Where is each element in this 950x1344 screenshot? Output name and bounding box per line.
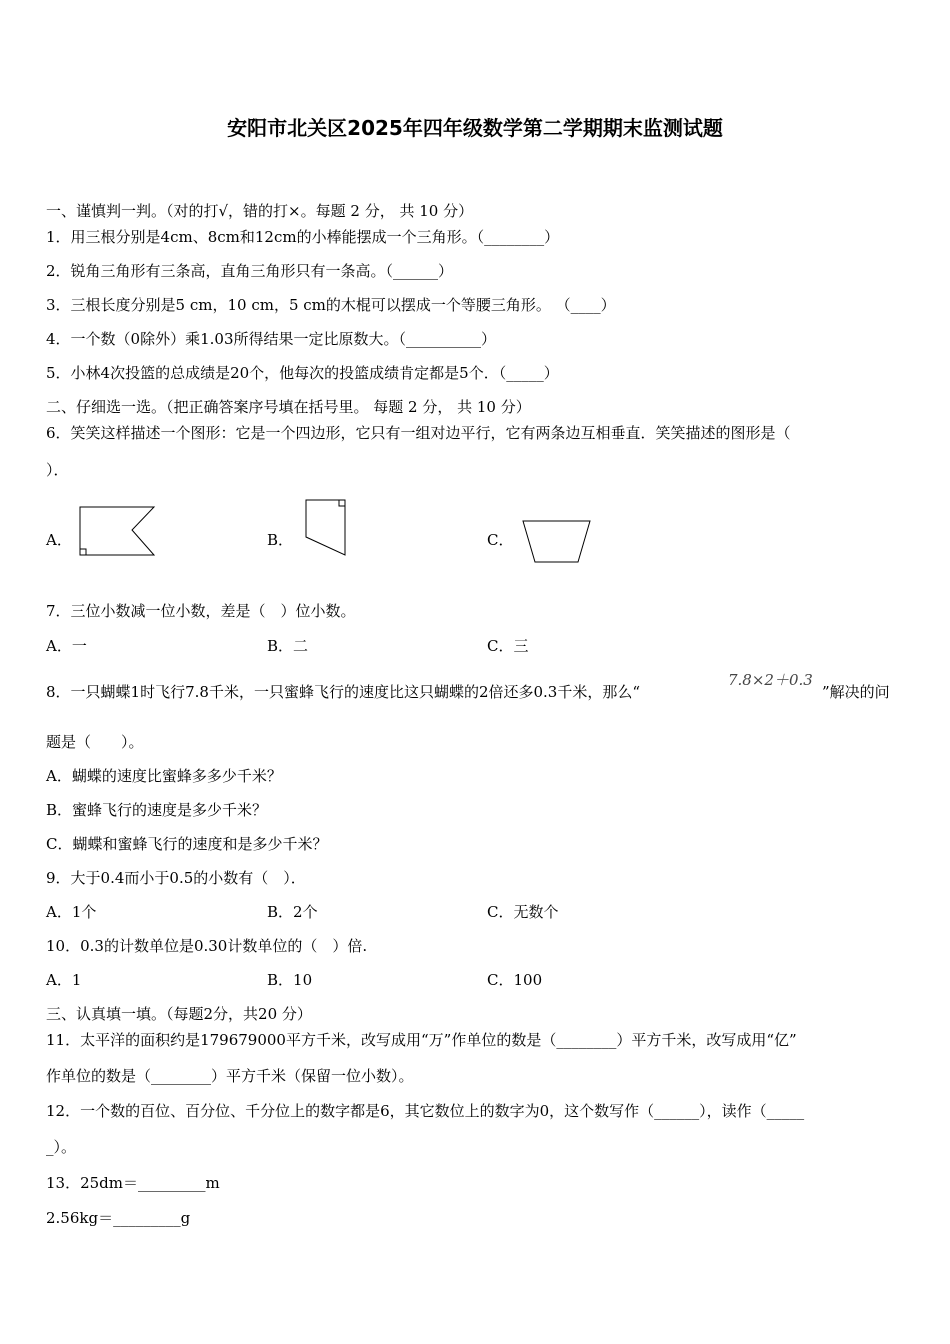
question-9: 9．大于0.4而小于0.5的小数有（ ）． [46, 869, 306, 887]
q7-option-a: A．一 [46, 637, 87, 655]
question-12-line1: 12．一个数的百位、百分位、千分位上的数字都是6，其它数位上的数字为0，这个数写作（______），读作（_____ [46, 1102, 805, 1120]
question-6-line2: ）． [46, 461, 69, 479]
q9-option-c: C．无数个 [487, 903, 559, 921]
q6-option-a-label: A． [46, 531, 72, 549]
q6-figure-a [76, 504, 158, 558]
q8-expression: 7.8×2＋0.3 [728, 671, 813, 689]
question-11-line2: 作单位的数是（________）平方千米（保留一位小数）。 [46, 1067, 414, 1085]
q7-option-c: C．三 [487, 637, 529, 655]
q6-figure-c [520, 518, 594, 566]
q10-option-b: B．10 [267, 971, 313, 989]
question-3: 3．三根长度分别是5 cm，10 cm，5 cm的木棍可以摆成一个等腰三角形。 （____） [46, 296, 616, 314]
question-8-line1-end: ”解决的问 [822, 683, 890, 701]
q8-option-c: C．蝴蝶和蜜蜂飞行的速度和是多少千米？ [46, 835, 328, 853]
q10-option-a: A．1 [46, 971, 82, 989]
q9-option-a: A．1个 [46, 903, 97, 921]
q6-option-c-label: C． [487, 531, 514, 549]
q6-figure-b [302, 497, 350, 559]
q10-option-c: C．100 [487, 971, 543, 989]
question-10: 10．0.3的计数单位是0.30计数单位的（ ）倍. [46, 937, 368, 955]
question-8-line1: 8．一只蝴蝶1时飞行7.8千米，一只蜜蜂飞行的速度比这只蝴蝶的2倍还多0.3千米，那么“ [46, 683, 641, 701]
q7-option-b: B．二 [267, 637, 309, 655]
page-title: 安阳市北关区2025年四年级数学第二学期期末监测试题 [227, 116, 723, 140]
question-12-line2: _）。 [46, 1138, 77, 1156]
question-4: 4．一个数（0除外）乘1.03所得结果一定比原数大。（__________） [46, 330, 496, 348]
section-1-heading: 一、谨慎判一判。（对的打√，错的打×。每题 2 分， 共 10 分） [46, 202, 474, 220]
question-8-line2: 题是（ ）。 [46, 733, 144, 751]
q8-option-a: A．蝴蝶的速度比蜜蜂多多少千米？ [46, 767, 282, 785]
question-13-line1: 13．25dm＝_________m [46, 1174, 220, 1192]
section-3-heading: 三、认真填一填。（每题2分，共20 分） [46, 1005, 312, 1023]
question-6-line1: 6．笑笑这样描述一个图形：它是一个四边形，它只有一组对边平行，它有两条边互相垂直．笑笑描述的图形是（ [46, 424, 791, 442]
q6-option-b-label: B． [267, 531, 294, 549]
question-1: 1．用三根分别是4cm、8cm和12cm的小棒能摆成一个三角形。（________） [46, 228, 560, 246]
question-2: 2．锐角三角形有三条高，直角三角形只有一条高。（______） [46, 262, 454, 280]
question-7: 7．三位小数减一位小数，差是（ ）位小数。 [46, 602, 356, 620]
q9-option-b: B．2个 [267, 903, 318, 921]
question-5: 5．小林4次投篮的总成绩是20个，他每次的投篮成绩肯定都是5个．（_____） [46, 364, 559, 382]
question-11-line1: 11．太平洋的面积约是179679000平方千米，改写成用“万”作单位的数是（________）平方千米，改写成用“亿” [46, 1031, 797, 1049]
q8-option-b: B．蜜蜂飞行的速度是多少千米？ [46, 801, 268, 819]
section-2-heading: 二、仔细选一选。（把正确答案序号填在括号里。 每题 2 分， 共 10 分） [46, 398, 531, 416]
question-13-line2: 2.56kg＝_________g [46, 1209, 191, 1227]
